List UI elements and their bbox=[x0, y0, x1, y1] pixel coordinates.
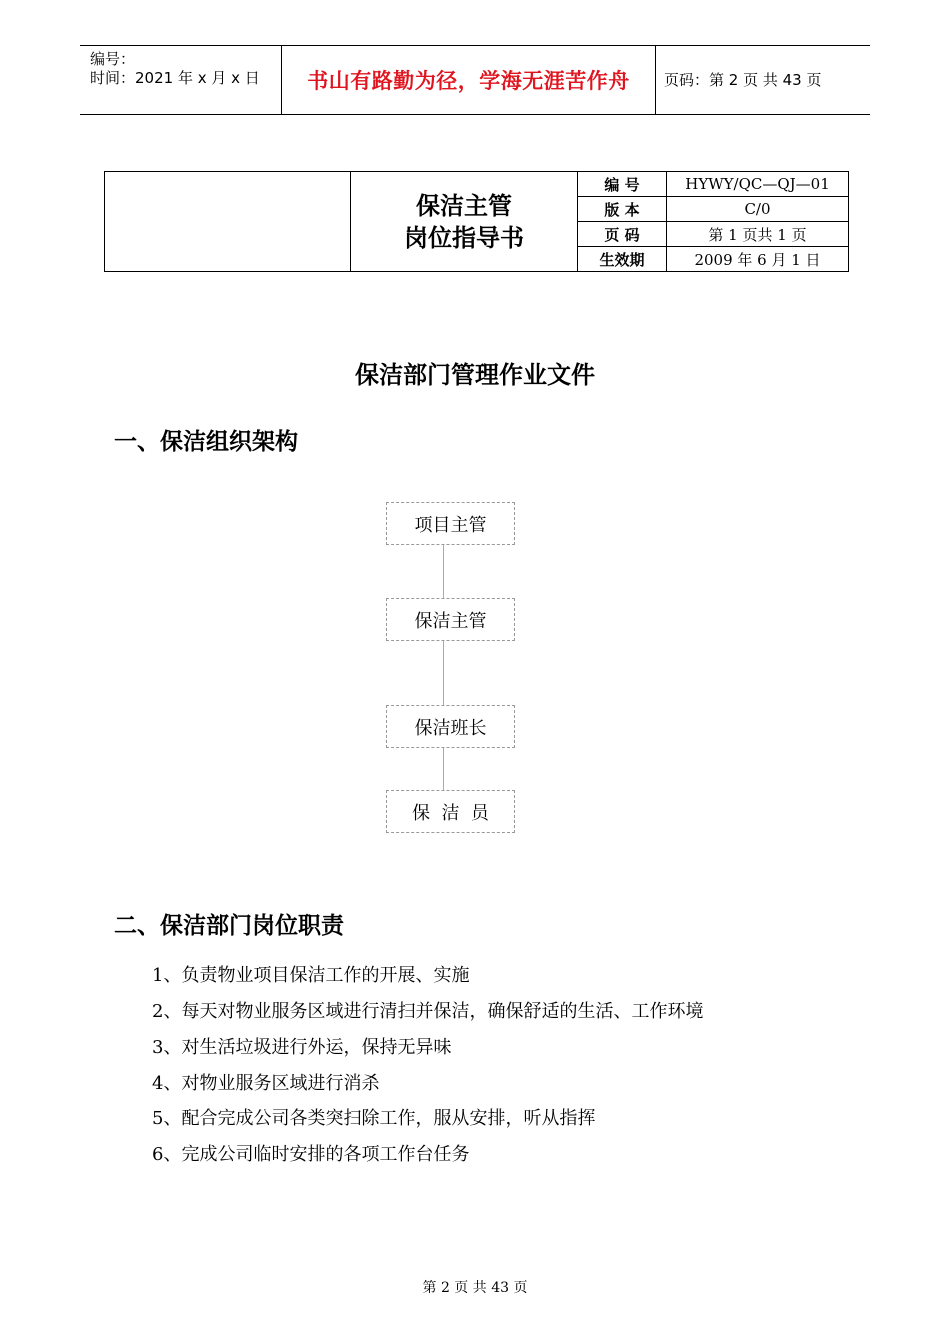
duty-item: 1、负责物业项目保洁工作的开展、实施 bbox=[152, 965, 470, 986]
logo-cell bbox=[105, 172, 351, 272]
org-connector bbox=[443, 748, 444, 790]
info-label-code: 编 号 bbox=[578, 172, 667, 197]
duty-item: 2、每天对物业服务区域进行清扫并保洁，确保舒适的生活、工作环境 bbox=[152, 1001, 704, 1022]
doc-code-label: 编号： bbox=[90, 50, 136, 68]
doc-title-cell bbox=[351, 172, 578, 272]
doc-title-line2: 岗位指导书 bbox=[404, 223, 524, 252]
header-meta bbox=[80, 46, 282, 114]
header-motto-cell bbox=[282, 46, 656, 114]
main-title: 保洁部门管理作业文件 bbox=[355, 361, 595, 389]
page-header bbox=[80, 45, 870, 115]
info-label-version: 版 本 bbox=[578, 197, 667, 222]
doc-info-table bbox=[104, 171, 849, 272]
info-value-version: C/0 bbox=[667, 197, 849, 222]
duty-item: 6、完成公司临时安排的各项工作台任务 bbox=[152, 1144, 470, 1165]
org-connector bbox=[443, 545, 444, 598]
page-footer: 第 2 页 共 43 页 bbox=[422, 1280, 528, 1296]
info-value-page: 第 1 页共 1 页 bbox=[667, 222, 849, 247]
org-node-cleaning-supervisor: 保洁主管 bbox=[386, 598, 515, 641]
org-node-cleaner: 保 洁 员 bbox=[386, 790, 515, 833]
duty-item: 5、配合完成公司各类突扫除工作，服从安排，听从指挥 bbox=[152, 1108, 596, 1129]
info-value-code: HYWY/QC—QJ—01 bbox=[667, 172, 849, 197]
duty-item: 4、对物业服务区域进行消杀 bbox=[152, 1073, 380, 1094]
doc-time: 时间：2021 年 x 月 x 日 bbox=[90, 69, 260, 87]
motto-text: 书山有路勤为径，学海无涯苦作舟 bbox=[307, 69, 630, 93]
org-node-team-leader: 保洁班长 bbox=[386, 705, 515, 748]
section1-heading: 一、保洁组织架构 bbox=[114, 429, 298, 455]
info-value-effective: 2009 年 6 月 1 日 bbox=[667, 247, 849, 272]
info-label-effective: 生效期 bbox=[578, 247, 667, 272]
org-connector bbox=[443, 641, 444, 705]
header-page-cell bbox=[656, 46, 870, 114]
info-label-page: 页 码 bbox=[578, 222, 667, 247]
duty-item: 3、对生活垃圾进行外运，保持无异味 bbox=[152, 1037, 452, 1058]
doc-title-line1: 保洁主管 bbox=[416, 191, 512, 220]
org-node-project-manager: 项目主管 bbox=[386, 502, 515, 545]
header-page-number: 页码：第 2 页 共 43 页 bbox=[664, 71, 822, 89]
section2-heading: 二、保洁部门岗位职责 bbox=[114, 913, 344, 939]
